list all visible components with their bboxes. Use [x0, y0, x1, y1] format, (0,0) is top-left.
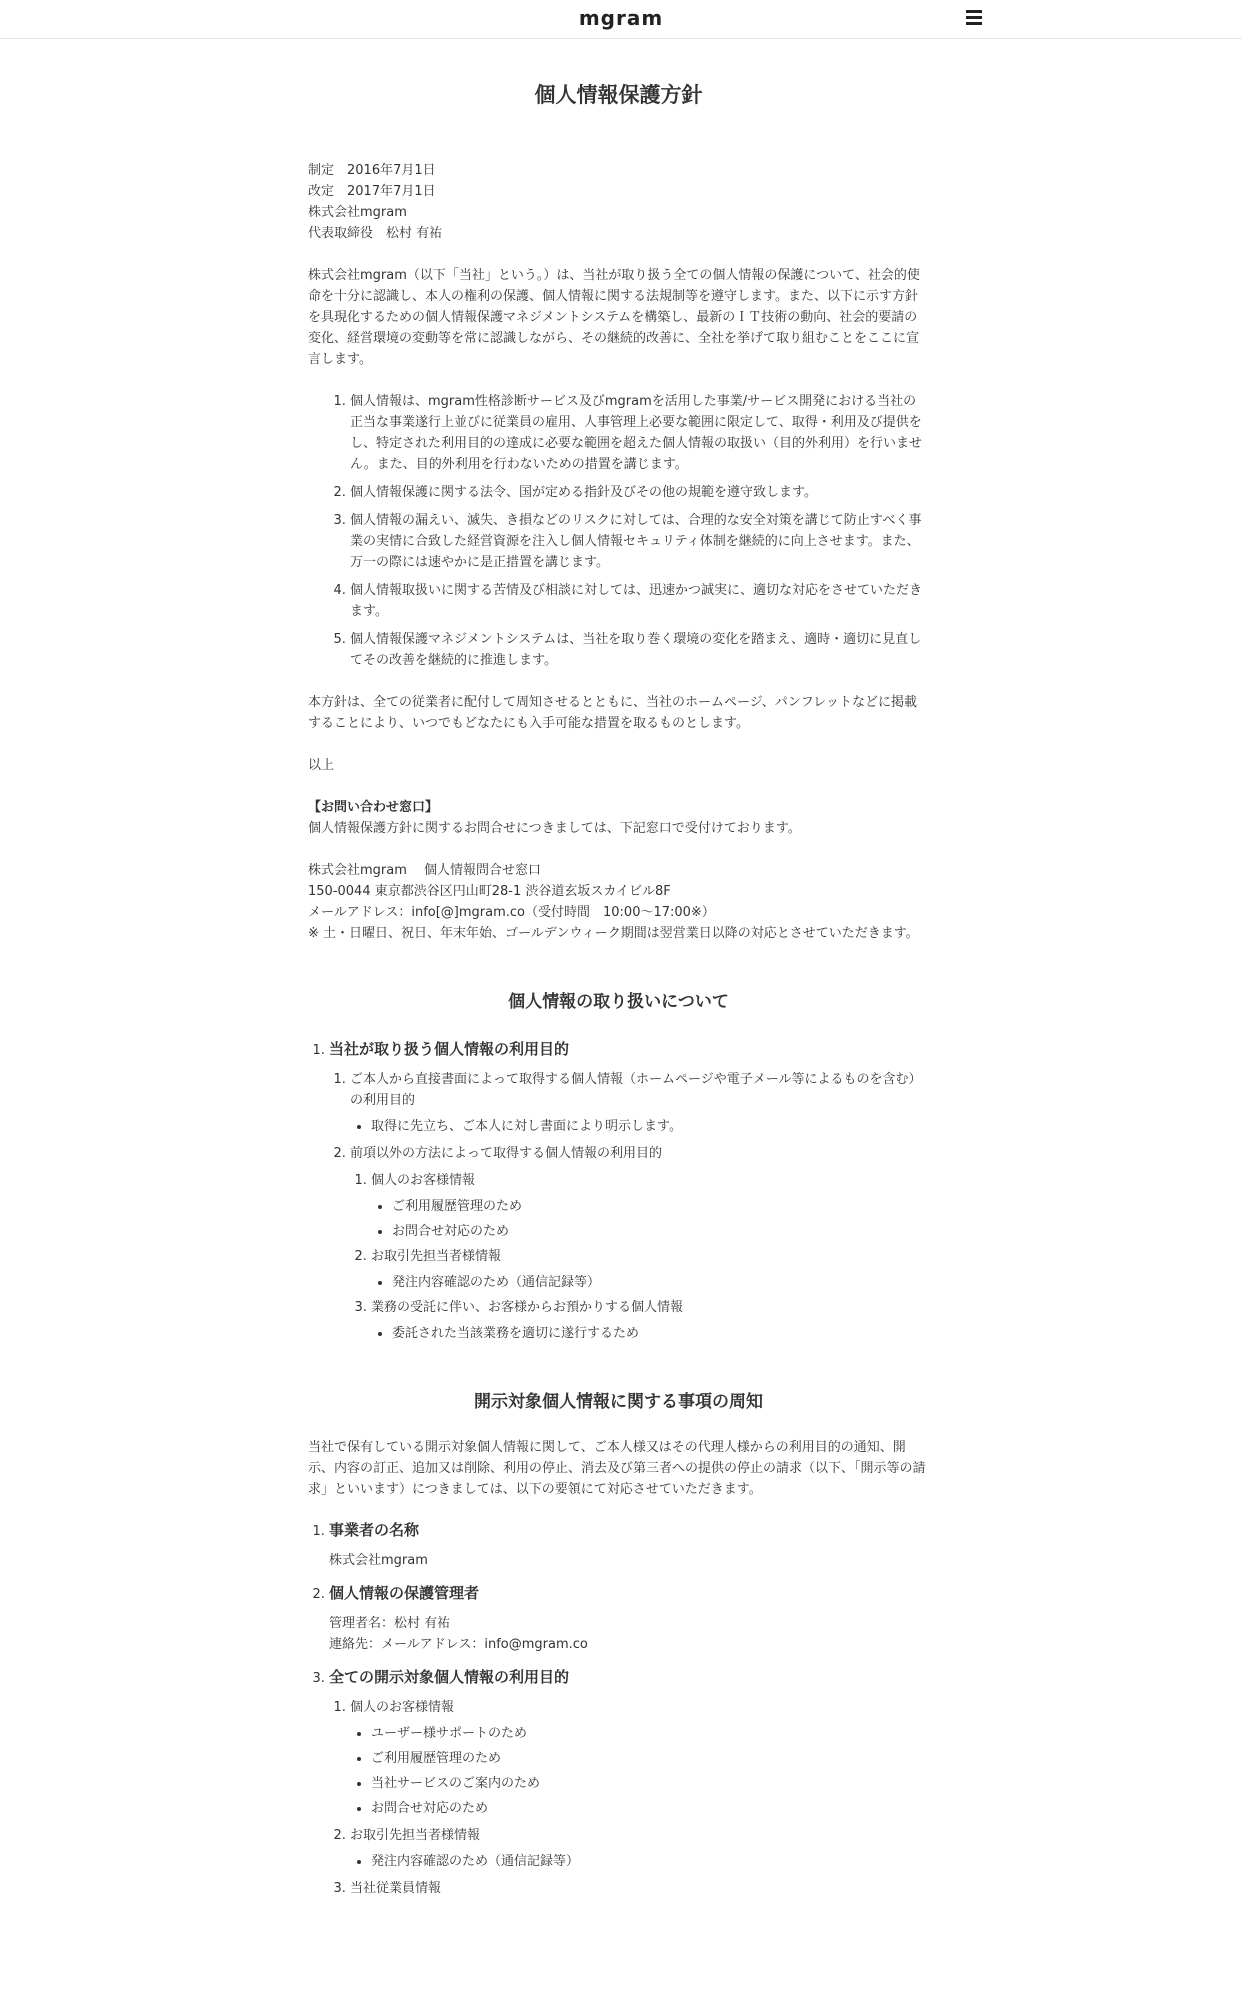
disclosure-item-label: 全ての開示対象個人情報の利用目的	[329, 1668, 570, 1686]
disclosure-item-text	[329, 1613, 929, 1655]
disclosure-item	[329, 1581, 929, 1655]
contact-email: メールアドレス：info[@]mgram.co（受付時間 10:00～17:00※）	[308, 905, 715, 920]
contact-description: 個人情報保護方針に関するお問合せにつきましては、下記窓口で受付けております。	[308, 821, 801, 836]
policy-intro: 株式会社mgram（以下「当社」という。）は、当社が取り扱う全ての個人情報の保護について、社会的使命を十分に認識し、本人の権利の保護、個人情報に関する法規制等を遵守します。また、以下に示す方針を具現化するための個人情報保護マネジメントシステムを構築し、最新のＩＴ技術の動向、社会的要請の変化、経営環境の変動等を常に認識しながら、その継続的改善に、全社を挙げて取り組むことをここに宣言します。	[308, 268, 920, 367]
info-type-label: 個人のお客様情報	[371, 1173, 476, 1188]
disclosure-purpose-bullet: • 当社サービスのご案内のため	[371, 1773, 929, 1794]
handling-item	[329, 1037, 929, 1344]
contact-heading: 【お問い合わせ窓口】	[308, 800, 439, 815]
policy-item: 5. 個人情報保護マネジメントシステムは、当社を取り巻く環境の変化を踏まえ、適時・適切に見直してその改善を継続的に推進します。	[350, 629, 929, 671]
disclosure-item	[329, 1665, 929, 1899]
meta-established: 制定 2016年7月1日	[308, 163, 436, 178]
info-type-bullet: • 委託された当該業務を適切に遂行するため	[392, 1323, 929, 1344]
info-type-item	[371, 1246, 929, 1293]
policy-item: 1. 個人情報は、mgram性格診断サービス及びmgramを活用した事業/サービス開発における当社の正当な事業遂行上並びに従業員の雇用、人事管理上必要な範囲に限定して、取得・利用及び提供をし、特定された利用目的の達成に必要な範囲を超えた個人情報の取扱い（目的外利用）を行いません。また、目的外利用を行わないための措置を講じます。	[350, 391, 929, 475]
info-type-bullet: • ご利用履歴管理のため	[392, 1196, 929, 1217]
contact-note: ※ 土・日曜日、祝日、年末年始、ゴールデンウィーク期間は翌営業日以降の対応とさせていただきます。	[308, 926, 919, 941]
disclosure-list	[308, 1518, 929, 1899]
policy-list	[308, 391, 929, 671]
info-type-bullets	[371, 1323, 929, 1344]
info-type-bullets	[371, 1272, 929, 1293]
handling-section-title: 個人情報の取り扱いについて	[508, 992, 729, 1012]
handling-list	[308, 1037, 929, 1344]
purpose-sublist	[329, 1069, 929, 1344]
info-type-bullet: • お問合せ対応のため	[392, 1221, 929, 1242]
disclosure-purpose-bullet: • ご利用履歴管理のため	[371, 1748, 929, 1769]
contact-company: 株式会社mgram 個人情報問合せ窓口	[308, 863, 542, 878]
site-logo[interactable]: mgram	[578, 6, 664, 30]
purpose-item-label: ご本人から直接書面によって取得する個人情報（ホームページや電子メール等によるものを含む）の利用目的	[350, 1072, 922, 1108]
disclosure-purpose-item	[350, 1878, 929, 1899]
disclosure-section-title: 開示対象個人情報に関する事項の周知	[474, 1392, 763, 1412]
manager-contact: 連絡先：メールアドレス：info@mgram.co	[329, 1637, 588, 1652]
policy-end-mark: 以上	[308, 758, 335, 773]
purpose-bullet: • 取得に先立ち、ご本人に対し書面により明示します。	[371, 1116, 929, 1137]
hamburger-menu-icon[interactable]	[966, 10, 982, 26]
disclosure-intro: 当社で保有している開示対象個人情報に関して、ご本人様又はその代理人様からの利用目的の通知、開示、内容の訂正、追加又は削除、利用の停止、消去及び第三者への提供の停止の請求（以下、「開示等の請求」といいます）につきましては、以下の要領にて対応させていただきます。	[308, 1440, 926, 1497]
info-type-label: お取引先担当者様情報	[371, 1249, 502, 1264]
info-type-bullet: • 発注内容確認のため（通信記録等）	[392, 1272, 929, 1293]
disclosure-purpose-label: お取引先担当者様情報	[350, 1828, 481, 1843]
contact-block	[308, 860, 929, 944]
disclosure-purpose-label: 当社従業員情報	[350, 1881, 442, 1896]
purpose-bullets	[350, 1116, 929, 1137]
purpose-item	[350, 1143, 929, 1344]
disclosure-item-label: 事業者の名称	[329, 1521, 420, 1539]
site-header	[0, 0, 1242, 39]
info-type-item	[371, 1297, 929, 1344]
disclosure-purpose-bullet: • お問合せ対応のため	[371, 1798, 929, 1819]
policy-meta	[308, 160, 929, 244]
disclosure-purpose-bullets	[350, 1723, 929, 1819]
page-title: 個人情報保護方針	[534, 83, 703, 107]
main-content	[308, 85, 929, 1899]
handling-item-label: 当社が取り扱う個人情報の利用目的	[329, 1040, 570, 1058]
disclosure-purpose-label: 個人のお客様情報	[350, 1700, 455, 1715]
manager-name: 管理者名：松村 有祐	[329, 1616, 451, 1631]
policy-closing: 本方針は、全ての従業者に配付して周知させるとともに、当社のホームページ、パンフレットなどに掲載することにより、いつでもどなたにも入手可能な措置を取るものとします。	[308, 695, 918, 731]
purpose-item-label: 前項以外の方法によって取得する個人情報の利用目的	[350, 1146, 663, 1161]
disclosure-item	[329, 1518, 929, 1571]
disclosure-purpose-bullet: • ユーザー様サポートのため	[371, 1723, 929, 1744]
meta-representative: 代表取締役 松村 有祐	[308, 226, 443, 241]
meta-company: 株式会社mgram	[308, 205, 407, 220]
disclosure-purpose-item	[350, 1697, 929, 1819]
disclosure-purpose-bullet: • 発注内容確認のため（通信記録等）	[371, 1851, 929, 1872]
disclosure-item-label: 個人情報の保護管理者	[329, 1584, 480, 1602]
policy-item: 4. 個人情報取扱いに関する苦情及び相談に対しては、迅速かつ誠実に、適切な対応をさせていただきます。	[350, 580, 929, 622]
disclosure-item-text	[329, 1550, 929, 1571]
business-name: 株式会社mgram	[329, 1553, 428, 1568]
info-type-item	[371, 1170, 929, 1242]
purpose-item	[350, 1069, 929, 1137]
info-type-list	[350, 1170, 929, 1344]
disclosure-purpose-list	[329, 1697, 929, 1899]
disclosure-purpose-item	[350, 1825, 929, 1872]
contact-address: 150-0044 東京都渋谷区円山町28-1 渋谷道玄坂スカイビル8F	[308, 884, 671, 899]
info-type-bullets	[371, 1196, 929, 1242]
info-type-label: 業務の受託に伴い、お客様からお預かりする個人情報	[371, 1300, 684, 1315]
disclosure-purpose-bullets	[350, 1851, 929, 1872]
meta-revised: 改定 2017年7月1日	[308, 184, 436, 199]
policy-item: 3. 個人情報の漏えい、滅失、き損などのリスクに対しては、合理的な安全対策を講じて防止すべく事業の実情に合致した経営資源を注入し個人情報セキュリティ体制を継続的に向上させます。また、万一の際には速やかに是正措置を講じます。	[350, 510, 929, 573]
policy-item: 2. 個人情報保護に関する法令、国が定める指針及びその他の規範を遵守致します。	[350, 482, 929, 503]
